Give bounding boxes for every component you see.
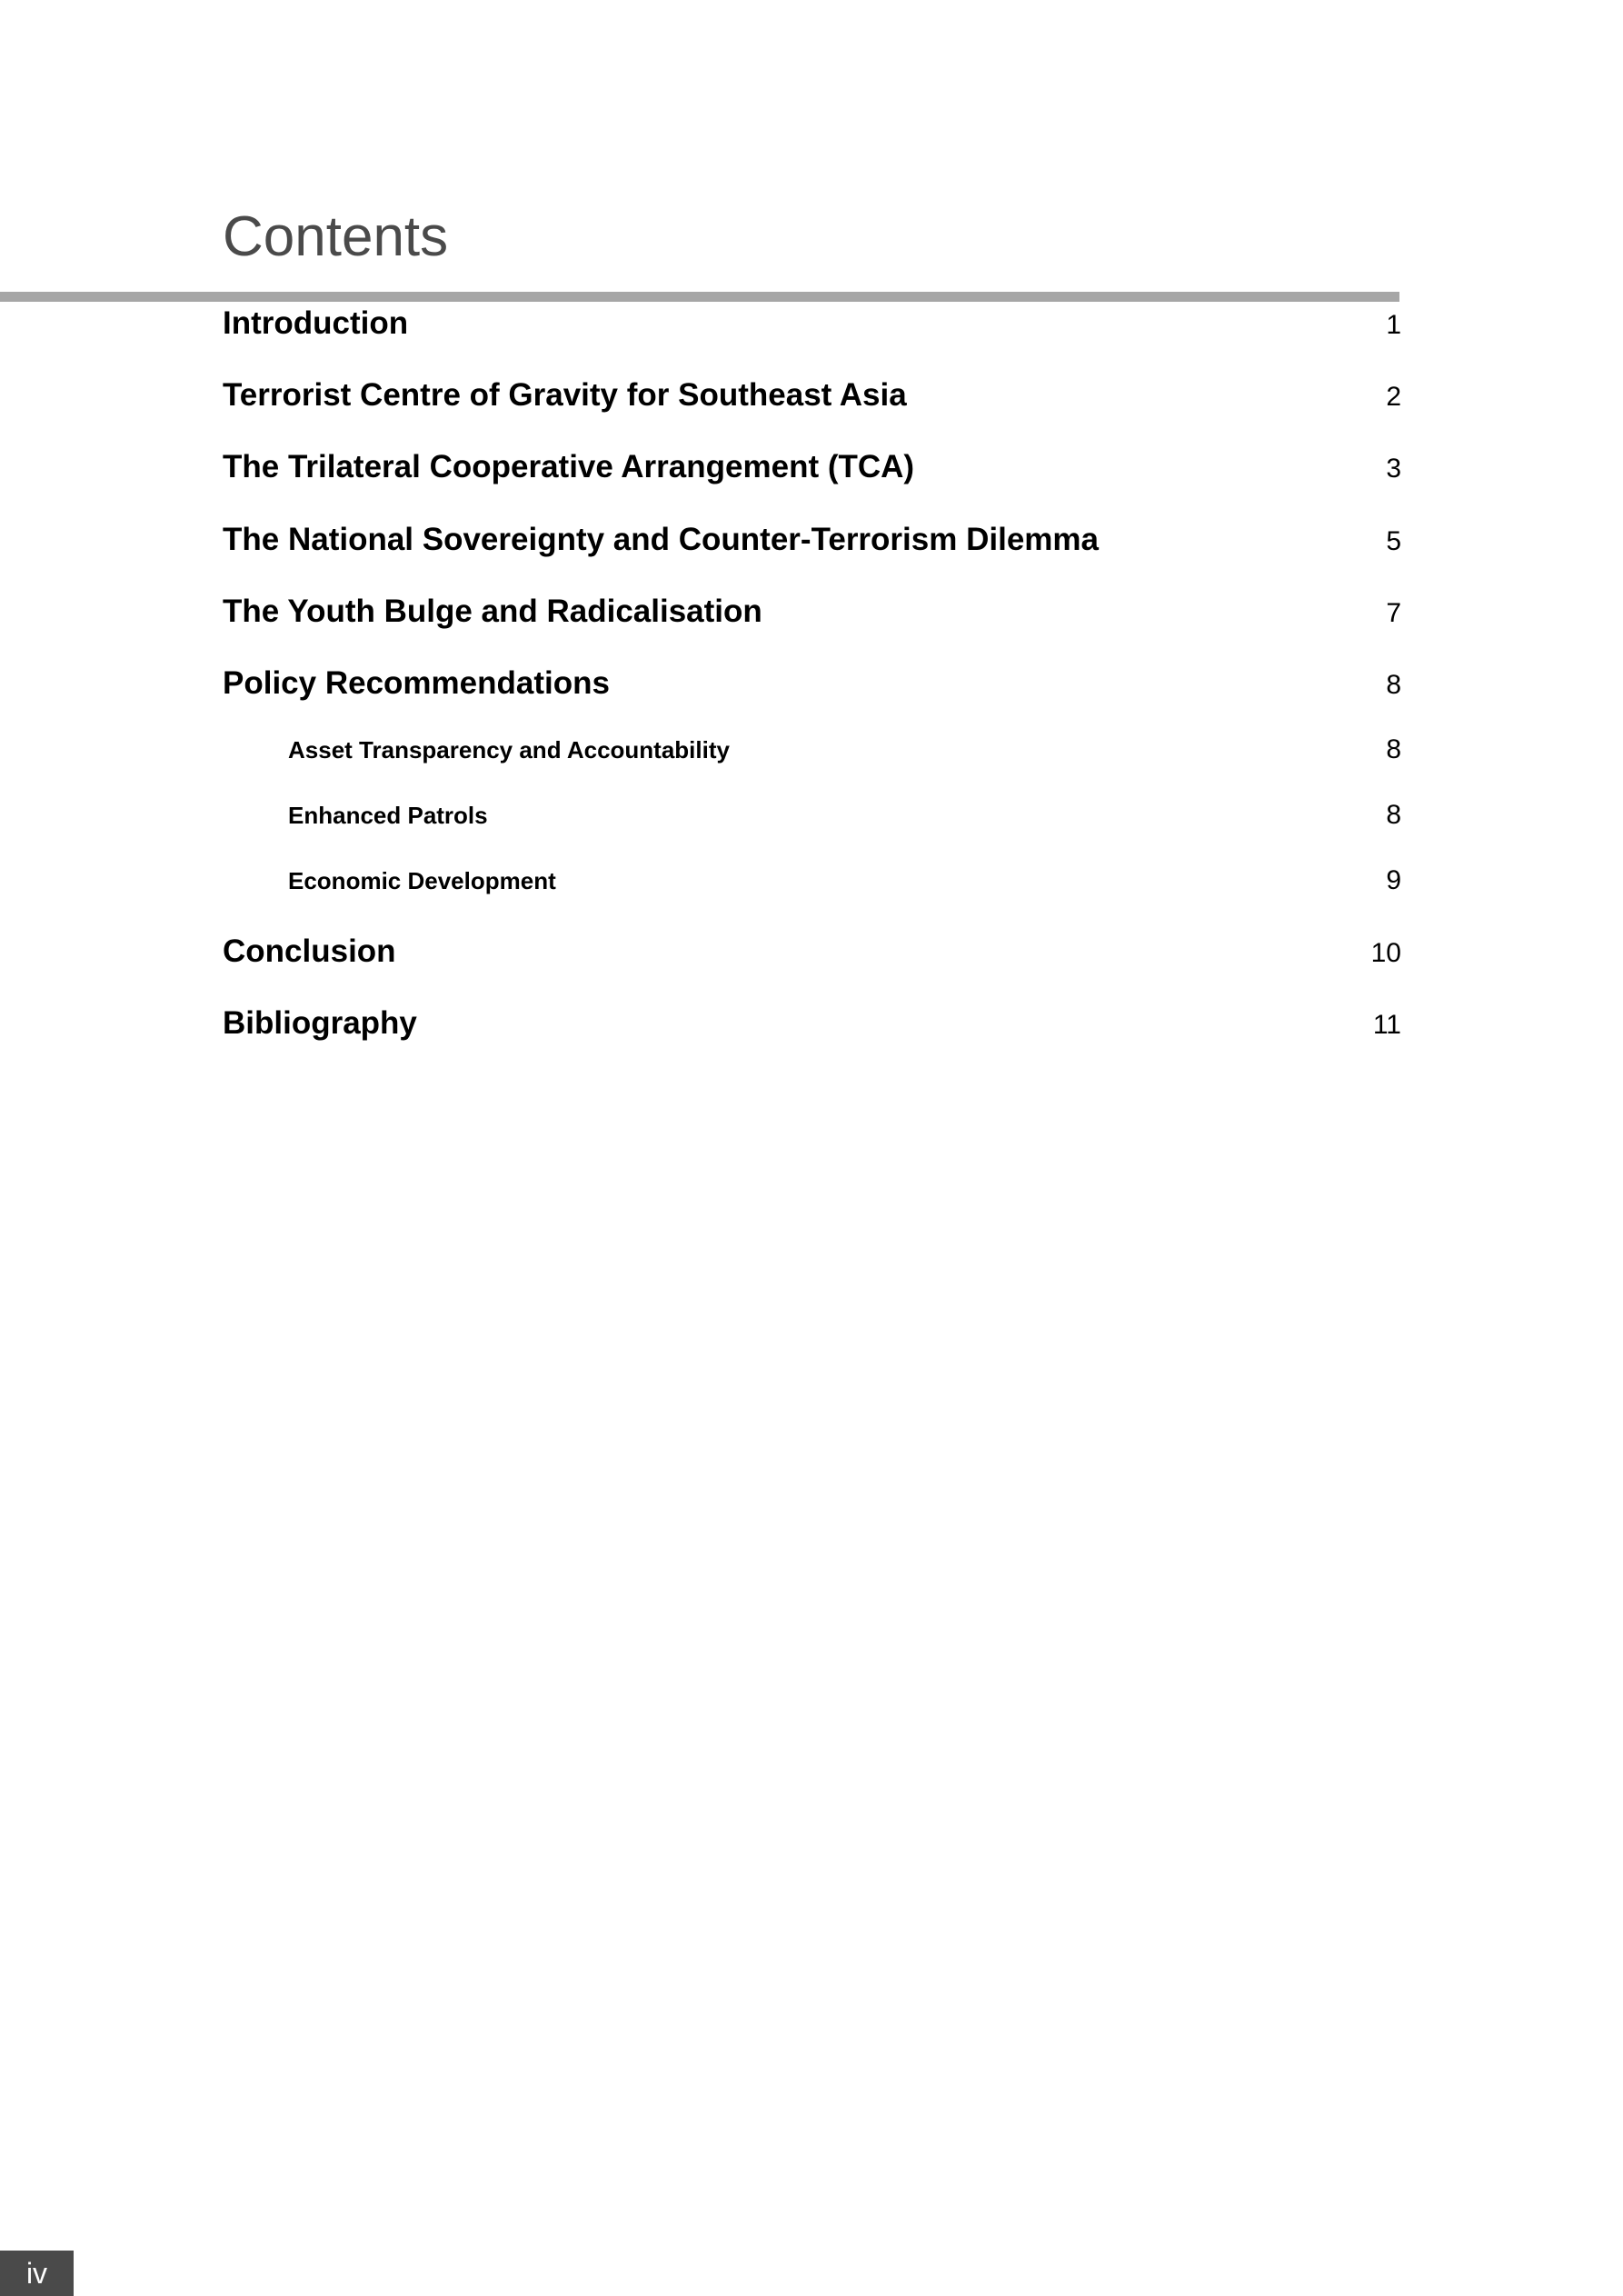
page-title: Contents xyxy=(223,205,449,268)
toc-entry-label: Bibliography xyxy=(223,1005,417,1041)
toc-subentry-label: Economic Development xyxy=(288,867,556,894)
toc-subentry-label: Asset Transparency and Accountability xyxy=(288,736,730,764)
toc-entry-conclusion[interactable] xyxy=(223,933,1401,970)
folio-label: iv xyxy=(25,2256,48,2290)
toc-entry-label: The National Sovereignty and Counter-Terrorism Dilemma xyxy=(223,522,1099,557)
toc-subentry-label: Enhanced Patrols xyxy=(288,802,488,829)
toc-entry-label: Introduction xyxy=(223,305,409,341)
toc-page-number: 8 xyxy=(1386,734,1401,764)
toc-subentry-asset-transparency[interactable] xyxy=(288,734,1401,765)
toc-page-number: 11 xyxy=(1372,1010,1401,1040)
toc-entry-label: Policy Recommendations xyxy=(223,665,610,701)
page-number-folio xyxy=(0,2251,74,2296)
toc-page-number: 5 xyxy=(1386,526,1401,556)
toc-entry-trilateral-cooperative-arrangement[interactable] xyxy=(223,449,1401,485)
toc-entry-introduction[interactable] xyxy=(223,305,1401,342)
toc-page-number: 3 xyxy=(1386,454,1401,484)
toc-subentry-enhanced-patrols[interactable] xyxy=(288,800,1401,831)
toc-entry-policy-recommendations[interactable] xyxy=(223,665,1401,702)
toc-page-number: 10 xyxy=(1370,938,1401,968)
toc-page-number: 8 xyxy=(1386,800,1401,830)
toc-page-number: 7 xyxy=(1386,598,1401,628)
toc-entry-terrorist-centre-of-gravity[interactable] xyxy=(223,377,1401,414)
toc-page-number: 8 xyxy=(1386,670,1401,700)
toc-entry-label: Terrorist Centre of Gravity for Southeast Asia xyxy=(223,377,907,413)
toc-subentry-economic-development[interactable] xyxy=(288,865,1401,896)
toc-entry-bibliography[interactable] xyxy=(223,1005,1401,1042)
toc-page-number: 2 xyxy=(1386,382,1401,412)
toc-entry-youth-bulge[interactable] xyxy=(223,594,1401,630)
toc-page-number: 1 xyxy=(1386,310,1401,340)
toc-entry-national-sovereignty-dilemma[interactable] xyxy=(223,522,1401,558)
toc-entry-label: The Youth Bulge and Radicalisation xyxy=(223,594,762,629)
toc-page-number: 9 xyxy=(1386,865,1401,895)
toc-entry-label: The Trilateral Cooperative Arrangement (TCA) xyxy=(223,449,915,484)
toc-entry-label: Conclusion xyxy=(223,933,396,969)
